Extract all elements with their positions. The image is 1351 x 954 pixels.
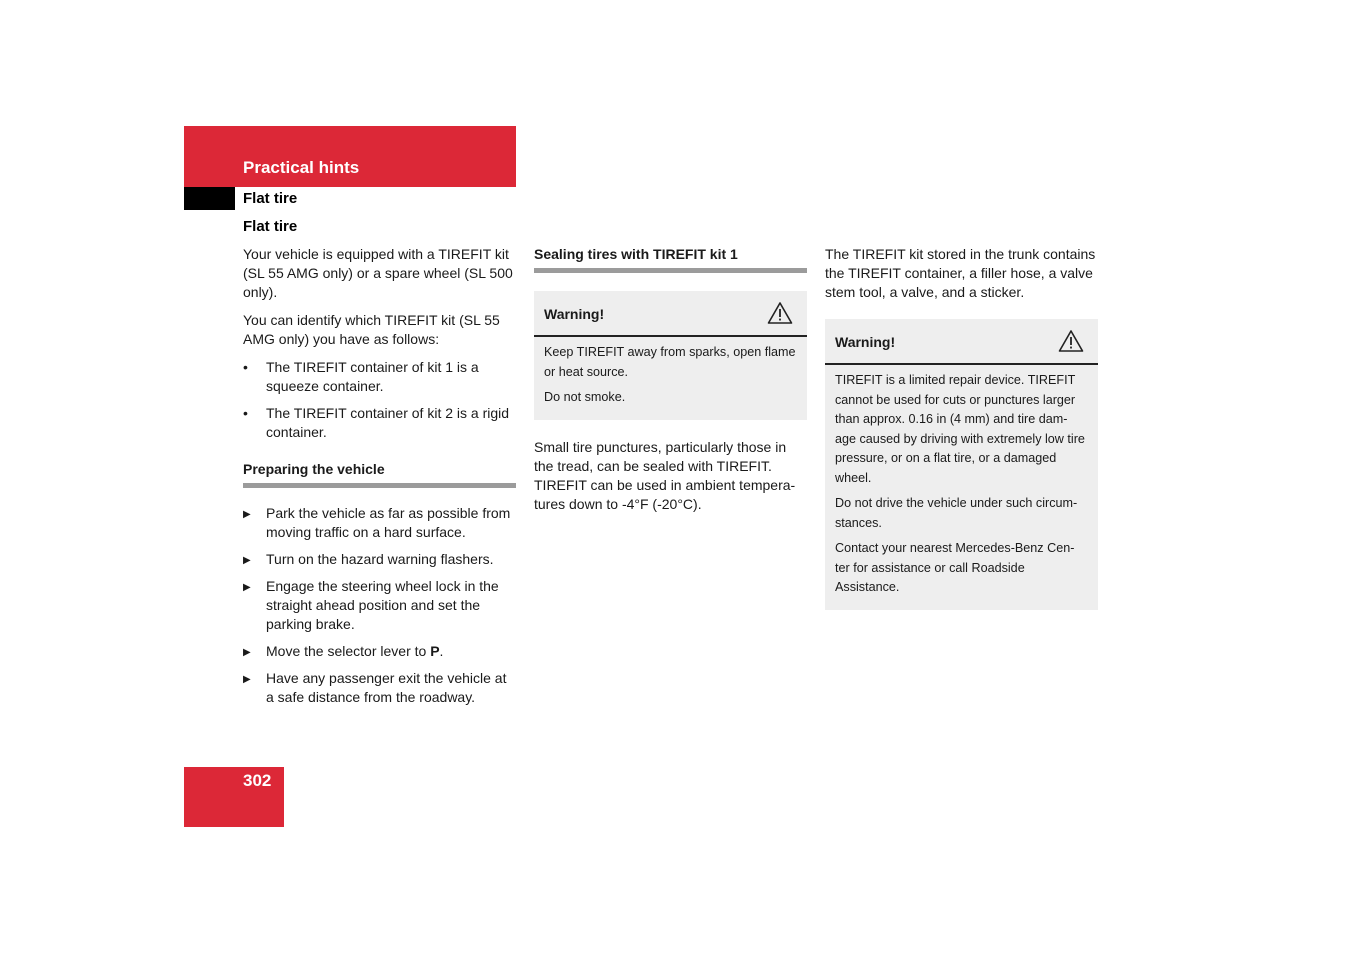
section-title: Practical hints [243,158,360,177]
selector-position-p: P [430,643,440,659]
preparation-steps-list [243,504,516,707]
warning-text: Do not smoke. [544,390,626,404]
list-item [243,550,516,569]
intro-paragraph-1: Your vehicle is equipped with a TIREFIT kit (SL 55 AMG only) or a spare wheel (SL 500 only). [243,246,513,300]
arrow-right-icon: ▶ [243,674,251,685]
bullet-icon: • [243,359,248,375]
kit-contents-paragraph: The TIREFIT kit stored in the trunk contains the TIREFIT container, a filler hose, a valve stem tool, a valve, and a sticker. [825,246,1096,300]
bullet-icon: • [243,405,248,421]
intro-paragraph-2: You can identify which TIREFIT kit (SL 55 AMG only) you have as follows: [243,312,500,347]
warning-header [534,291,807,337]
warning-body [534,337,807,420]
column-1 [243,245,516,716]
step-text-prefix: Move the selector lever to [266,643,431,659]
warning-text: Contact your nearest Mercedes-Benz Cen-ter for assistance or call Roadside Assistance. [835,541,1075,594]
warning-body [825,365,1098,610]
list-item [243,669,516,707]
warning-text: Do not drive the vehicle under such circum-stances. [835,496,1078,530]
list-item [243,358,516,396]
warning-triangle-icon [1058,329,1084,353]
warning-text: TIREFIT is a limited repair device. TIREFIT cannot be used for cuts or punctures larger than approx. 0.16 in (4 mm) and tire dam-age caused by driving with extremely low tire pressure, or on a flat tire, or a damaged wheel. [835,373,1085,485]
page-number: 302 [243,771,272,790]
preparing-vehicle-heading: Preparing the vehicle [243,460,516,488]
warning-box-limited-repair [825,319,1098,610]
sealing-description: Small tire punctures, particularly those in the tread, can be sealed with TIREFIT. TIREFIT can be used in ambient tempera-tures down to -4°F (-20°C). [534,438,796,512]
subsection-tab-marker [184,187,235,210]
step-text: Engage the steering wheel lock in the straight ahead position and set the parking brake. [266,578,499,632]
step-text-suffix: . [439,643,444,659]
step-text: Have any passenger exit the vehicle at a safe distance from the roadway. [266,670,507,705]
arrow-right-icon: ▶ [243,582,251,593]
subsection-title: Flat tire [243,190,298,207]
sealing-tires-heading: Sealing tires with TIREFIT kit 1 [534,245,807,273]
list-item [243,642,516,661]
kit-bullet-list [243,358,516,442]
step-text: Turn on the hazard warning flashers. [266,551,494,567]
list-item-text: The TIREFIT container of kit 1 is a squeeze container. [266,359,479,394]
step-text: Park the vehicle as far as possible from moving traffic on a hard surface. [266,505,511,540]
list-item [243,504,516,542]
arrow-right-icon: ▶ [243,647,251,658]
list-item [243,577,516,634]
warning-triangle-icon [767,301,793,325]
warning-box-sparks [534,291,807,420]
arrow-right-icon: ▶ [243,555,251,566]
warning-text: Keep TIREFIT away from sparks, open flame or heat source. [544,345,796,379]
step-text [266,643,443,659]
warning-label: Warning! [835,334,896,350]
page-heading: Flat tire [243,218,298,235]
warning-header [825,319,1098,365]
arrow-right-icon: ▶ [243,509,251,520]
list-item-text: The TIREFIT container of kit 2 is a rigid container. [266,405,510,440]
warning-label: Warning! [544,306,605,322]
column-2 [534,245,807,523]
column-3 [825,245,1098,628]
list-item [243,404,516,442]
